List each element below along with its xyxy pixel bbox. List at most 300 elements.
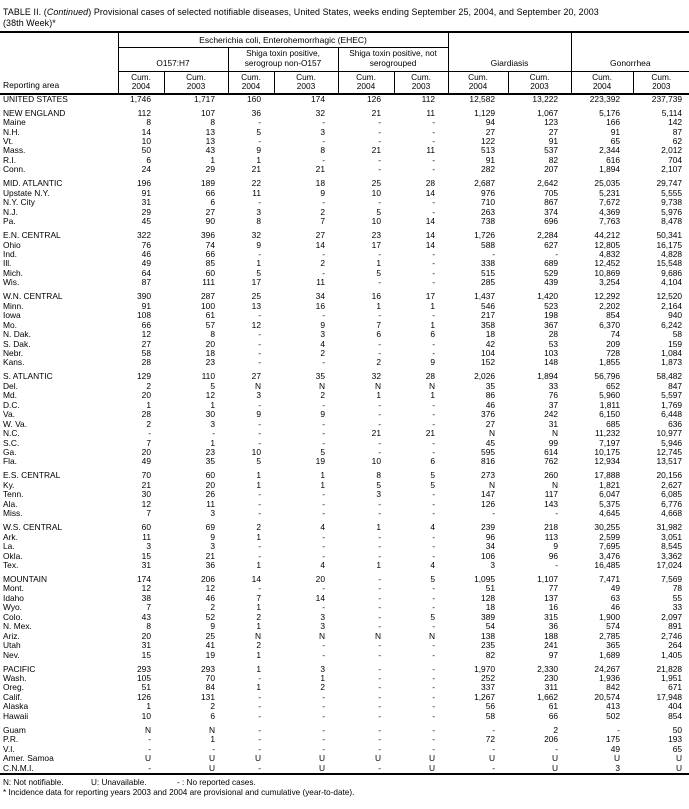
value-cell: 31 xyxy=(548,418,559,429)
value-cell: U xyxy=(613,753,621,764)
footnote-legend xyxy=(3,778,687,788)
value-cell: - xyxy=(432,583,436,594)
value-cell: - xyxy=(432,447,436,458)
value-cell: - xyxy=(258,428,261,439)
value-cell: - xyxy=(322,583,325,594)
value-cell: - xyxy=(432,437,436,448)
value-cell: N xyxy=(428,630,436,641)
value-cell: 546 xyxy=(481,300,496,311)
value-cell: 816 xyxy=(481,456,496,467)
value-cell: - xyxy=(322,498,325,509)
value-cell: 11 xyxy=(252,187,261,198)
value-cell: - xyxy=(322,550,325,561)
reporting-area-cell: Upstate N.Y. xyxy=(3,187,50,198)
value-cell: - xyxy=(378,338,381,349)
reporting-area-cell: Maine xyxy=(3,117,26,128)
value-cell: 10 xyxy=(141,710,151,721)
value-cell: 27 xyxy=(485,418,496,429)
value-cell: 148 xyxy=(544,357,559,368)
value-cell: 26 xyxy=(205,489,215,500)
reporting-area-cell: Okla. xyxy=(3,550,23,561)
value-cell: 66 xyxy=(205,187,215,198)
value-cell: 376 xyxy=(481,409,496,420)
value-cell: 29 xyxy=(141,206,151,217)
reporting-area-cell: Ga. xyxy=(3,447,17,458)
value-cell: - xyxy=(555,508,559,519)
value-cell: 29 xyxy=(205,164,215,175)
value-cell: 337 xyxy=(481,682,496,693)
table-row xyxy=(0,622,689,631)
reporting-area-cell: V.I. xyxy=(3,743,15,754)
value-cell: 1,067 xyxy=(537,107,559,118)
value-cell: 685 xyxy=(606,418,621,429)
value-cell: N xyxy=(551,479,559,490)
reporting-area-cell: Calif. xyxy=(3,691,23,702)
value-cell: 12 xyxy=(251,319,261,330)
value-cell: 87 xyxy=(141,277,151,288)
value-cell: 1,107 xyxy=(537,573,559,584)
value-cell: 1,951 xyxy=(661,673,683,683)
value-cell: 17,888 xyxy=(594,470,621,481)
value-cell: 90 xyxy=(205,216,215,227)
value-cell: 104 xyxy=(481,348,496,358)
reporting-area-cell: Conn. xyxy=(3,164,26,175)
value-cell: 46 xyxy=(610,602,621,613)
reporting-area-cell: Pa. xyxy=(3,216,16,227)
value-cell: 23 xyxy=(205,447,215,458)
value-cell: 1 xyxy=(376,522,381,533)
value-cell: - xyxy=(258,498,261,509)
value-cell: 10 xyxy=(251,447,261,458)
value-cell: 16 xyxy=(315,300,325,311)
value-cell: 33 xyxy=(672,602,683,613)
table-row xyxy=(0,165,689,174)
value-cell: 502 xyxy=(606,710,621,721)
value-cell: - xyxy=(378,531,381,542)
value-cell: 126 xyxy=(481,498,496,509)
value-cell: - xyxy=(378,592,381,603)
value-cell: 1,769 xyxy=(661,399,683,410)
table-row xyxy=(0,561,689,570)
value-cell: N xyxy=(428,380,436,391)
reporting-area-cell: Idaho xyxy=(3,592,24,603)
value-cell: 218 xyxy=(544,522,559,533)
table-row xyxy=(0,712,689,721)
value-cell: 5 xyxy=(376,267,381,278)
value-cell: 9 xyxy=(430,357,436,368)
value-cell: 126 xyxy=(137,691,151,702)
table-row xyxy=(0,189,689,198)
value-cell: - xyxy=(378,418,381,429)
value-cell: 100 xyxy=(201,300,215,311)
value-cell: 8 xyxy=(256,216,261,227)
value-cell: - xyxy=(432,701,436,712)
reporting-area-cell: MID. ATLANTIC xyxy=(3,178,63,189)
value-cell: U xyxy=(428,753,436,764)
value-cell: 196 xyxy=(137,178,151,189)
value-cell: - xyxy=(322,117,325,128)
value-cell: 27 xyxy=(205,206,215,217)
value-cell: 5 xyxy=(430,611,436,622)
table-row xyxy=(0,410,689,419)
value-cell: 10 xyxy=(371,187,381,198)
value-cell: - xyxy=(322,734,325,745)
value-cell: 4,369 xyxy=(599,206,621,217)
value-cell: 7 xyxy=(320,216,325,227)
value-cell: - xyxy=(378,691,381,702)
value-cell: 29,747 xyxy=(656,178,683,189)
table-row xyxy=(0,94,689,104)
value-cell: 2,097 xyxy=(661,611,683,622)
table-row xyxy=(0,227,689,241)
value-cell: 17 xyxy=(371,239,381,250)
value-cell: - xyxy=(432,592,436,603)
value-cell: 111 xyxy=(202,277,215,288)
value-cell: 23 xyxy=(371,230,381,241)
value-cell: 7 xyxy=(376,319,381,330)
table-row xyxy=(0,509,689,518)
reporting-area-cell: Ohio xyxy=(3,239,21,250)
value-cell: 1,420 xyxy=(537,291,559,302)
value-cell: 3 xyxy=(256,390,261,401)
value-cell: 537 xyxy=(544,145,559,156)
value-cell: - xyxy=(258,117,261,128)
value-cell: - xyxy=(322,248,325,259)
value-cell: - xyxy=(322,197,325,208)
value-cell: 4,668 xyxy=(661,508,683,519)
value-cell: 891 xyxy=(668,621,683,632)
value-cell: 523 xyxy=(544,300,559,311)
value-cell: 4 xyxy=(320,560,325,571)
value-cell: 123 xyxy=(544,117,559,128)
value-cell: 53 xyxy=(548,338,559,349)
value-cell: 17 xyxy=(251,277,261,288)
value-cell: 5,231 xyxy=(599,187,621,198)
value-cell: - xyxy=(258,550,261,561)
value-cell: - xyxy=(322,743,325,754)
value-cell: 14 xyxy=(251,573,261,584)
value-cell: 16 xyxy=(371,291,381,302)
reporting-area-cell: Fla. xyxy=(3,456,17,467)
value-cell: 12,582 xyxy=(469,93,496,104)
value-cell: - xyxy=(322,357,325,368)
value-cell: 152 xyxy=(481,357,496,368)
value-cell: 27 xyxy=(141,338,151,349)
value-cell: - xyxy=(258,135,261,146)
value-cell: 6,370 xyxy=(599,319,621,330)
value-cell: 44,212 xyxy=(594,230,621,241)
value-cell: 28 xyxy=(425,178,436,189)
value-cell: - xyxy=(258,508,261,519)
value-cell: 8,545 xyxy=(661,541,683,552)
value-cell: 3 xyxy=(320,611,325,622)
value-cell: - xyxy=(378,611,381,622)
value-cell: 78 xyxy=(672,583,683,594)
value-cell: N xyxy=(488,428,496,439)
value-cell: 8 xyxy=(210,329,215,340)
value-cell: 2,107 xyxy=(661,164,683,175)
value-cell: 52 xyxy=(205,611,215,622)
value-cell: 58 xyxy=(485,710,496,721)
reporting-area-cell: Wyo. xyxy=(3,602,23,613)
value-cell: 2 xyxy=(210,701,215,712)
reporting-area-cell: E.N. CENTRAL xyxy=(3,230,61,241)
value-cell: 142 xyxy=(668,117,683,128)
value-cell: 2,642 xyxy=(537,178,559,189)
value-cell: 20,156 xyxy=(656,470,683,481)
value-cell: 2,627 xyxy=(661,479,683,490)
table-row xyxy=(0,208,689,217)
value-cell: 1 xyxy=(320,479,325,490)
value-cell: U xyxy=(488,753,496,764)
value-cell: 10,977 xyxy=(656,428,683,439)
value-cell: 14 xyxy=(315,239,325,250)
value-cell: 10 xyxy=(371,456,381,467)
value-cell: 5,114 xyxy=(661,107,683,118)
value-cell: 16,485 xyxy=(594,560,621,571)
table-row xyxy=(0,259,689,268)
value-cell: - xyxy=(378,348,381,358)
value-cell: 1,873 xyxy=(661,357,683,368)
value-cell: 867 xyxy=(544,197,559,208)
table-row xyxy=(0,175,689,189)
value-cell: - xyxy=(322,437,325,448)
value-cell: 193 xyxy=(668,734,683,745)
reporting-area-cell: Miss. xyxy=(3,508,23,519)
value-cell: 3 xyxy=(376,489,381,500)
value-cell: 847 xyxy=(668,380,683,391)
value-cell: 1 xyxy=(256,602,261,613)
value-cell: 122 xyxy=(481,135,496,146)
value-cell: 1,855 xyxy=(599,357,621,368)
value-cell: U xyxy=(374,753,381,764)
value-cell: 3,362 xyxy=(661,550,683,561)
table-row xyxy=(0,439,689,448)
value-cell: 11 xyxy=(426,145,436,156)
value-cell: 322 xyxy=(137,230,151,241)
table-row xyxy=(0,330,689,339)
value-cell: - xyxy=(378,248,381,259)
value-cell: 2 xyxy=(210,602,215,613)
value-cell: 189 xyxy=(201,178,215,189)
value-cell: - xyxy=(322,418,325,429)
value-cell: - xyxy=(148,734,151,745)
value-cell: 13 xyxy=(205,135,215,146)
value-cell: 174 xyxy=(311,93,325,104)
value-cell: - xyxy=(258,583,261,594)
table-row xyxy=(0,288,689,302)
col-header-giardiasis-2004: Cum. 2004 xyxy=(448,72,508,94)
value-cell: - xyxy=(258,489,261,500)
value-cell: 11 xyxy=(206,498,215,509)
value-cell: 87 xyxy=(672,126,683,137)
value-cell: N xyxy=(374,630,381,641)
value-cell: - xyxy=(432,258,436,269)
reporting-area-cell: Md. xyxy=(3,390,17,401)
value-cell: 14 xyxy=(141,126,151,137)
value-cell: 7,471 xyxy=(599,573,621,584)
value-cell: 1 xyxy=(256,479,261,490)
value-cell: 15 xyxy=(141,550,151,561)
value-cell: - xyxy=(322,691,325,702)
value-cell: 627 xyxy=(544,239,559,250)
value-cell: 6 xyxy=(146,154,151,165)
value-cell: - xyxy=(432,541,436,552)
value-cell: - xyxy=(378,724,381,735)
value-cell: 1 xyxy=(210,399,215,410)
table-row xyxy=(0,584,689,593)
value-cell: - xyxy=(378,583,381,594)
value-cell: - xyxy=(258,399,261,410)
value-cell: 252 xyxy=(481,673,496,683)
value-cell: 5 xyxy=(320,447,325,458)
value-cell: - xyxy=(322,710,325,721)
table-row xyxy=(0,693,689,702)
value-cell: 206 xyxy=(201,573,215,584)
value-cell: 91 xyxy=(141,187,151,198)
value-cell: 1,726 xyxy=(474,230,496,241)
title-continued: Continued xyxy=(46,7,89,17)
table-row xyxy=(0,302,689,311)
value-cell: - xyxy=(617,724,621,735)
value-cell: 671 xyxy=(668,682,683,693)
value-cell: 97 xyxy=(548,649,559,660)
value-cell: 728 xyxy=(606,348,621,358)
value-cell: 9 xyxy=(256,145,261,156)
value-cell: 7,672 xyxy=(599,197,621,208)
table-row xyxy=(0,594,689,603)
value-cell: - xyxy=(432,117,436,128)
table-row xyxy=(0,613,689,622)
value-cell: 529 xyxy=(544,267,559,278)
value-cell: 32 xyxy=(251,230,261,241)
value-cell: 230 xyxy=(544,673,559,683)
value-cell: 105 xyxy=(137,673,151,683)
value-cell: 3 xyxy=(256,206,261,217)
value-cell: 1,129 xyxy=(474,107,496,118)
value-cell: 4,104 xyxy=(661,277,683,288)
value-cell: 5 xyxy=(376,479,381,490)
reporting-area-cell: Tex. xyxy=(3,560,19,571)
value-cell: 574 xyxy=(606,621,621,632)
value-cell: 143 xyxy=(544,498,559,509)
col-header-o157-2004: Cum. 2004 xyxy=(118,72,164,94)
value-cell: - xyxy=(322,701,325,712)
value-cell: 5,597 xyxy=(661,390,683,401)
value-cell: 82 xyxy=(485,649,496,660)
value-cell: N xyxy=(144,724,151,735)
col-header-notsero-2003: Cum. 2003 xyxy=(394,72,448,94)
value-cell: 338 xyxy=(481,258,496,269)
value-cell: 65 xyxy=(610,135,621,146)
reporting-area-cell: Mich. xyxy=(3,267,24,278)
value-cell: 2 xyxy=(146,418,151,429)
value-cell: 55 xyxy=(672,592,683,603)
value-cell: 43 xyxy=(141,611,151,622)
value-cell: 20 xyxy=(205,479,215,490)
value-cell: 20,574 xyxy=(594,691,621,702)
value-cell: - xyxy=(148,743,151,754)
value-cell: 23 xyxy=(205,357,215,368)
reporting-area-cell: Colo. xyxy=(3,611,23,622)
value-cell: 25 xyxy=(205,630,215,641)
value-cell: 854 xyxy=(668,710,683,721)
value-cell: 45 xyxy=(485,437,496,448)
value-cell: 273 xyxy=(481,470,496,481)
value-cell: 15,548 xyxy=(656,258,683,269)
value-cell: 7,763 xyxy=(599,216,621,227)
value-cell: - xyxy=(378,154,381,165)
value-cell: 3 xyxy=(210,508,215,519)
value-cell: - xyxy=(378,409,381,420)
value-cell: - xyxy=(258,743,261,754)
value-cell: 91 xyxy=(610,126,621,137)
value-cell: 1,900 xyxy=(599,611,621,622)
table-row xyxy=(0,137,689,146)
value-cell: 287 xyxy=(201,291,215,302)
value-cell: 1,437 xyxy=(474,291,496,302)
value-cell: 4 xyxy=(320,522,325,533)
value-cell: 1 xyxy=(256,649,261,660)
value-cell: - xyxy=(378,508,381,519)
reporting-area-cell: Wis. xyxy=(3,277,20,288)
value-cell: 112 xyxy=(137,107,151,118)
col-header-gonorrhea-2003: Cum. 2003 xyxy=(633,72,689,94)
value-cell: 34 xyxy=(315,291,325,302)
value-cell: 25,035 xyxy=(594,178,621,189)
value-cell: - xyxy=(432,348,436,358)
value-cell: 64 xyxy=(141,267,151,278)
gonorrhea-group-header: Gonorrhea xyxy=(571,32,689,71)
value-cell: 705 xyxy=(544,187,559,198)
value-cell: 60 xyxy=(141,522,151,533)
value-cell: - xyxy=(378,743,381,754)
value-cell: - xyxy=(258,197,261,208)
value-cell: 18 xyxy=(205,348,215,358)
value-cell: - xyxy=(432,691,436,702)
value-cell: 762 xyxy=(544,456,559,467)
value-cell: 4,828 xyxy=(661,248,683,259)
value-cell: 5 xyxy=(256,126,261,137)
value-cell: 12 xyxy=(141,498,151,509)
value-cell: - xyxy=(555,560,559,571)
footnote-no-reported-cases: - : No reported cases. xyxy=(177,778,256,788)
table-row xyxy=(0,500,689,509)
value-cell: 20 xyxy=(141,630,151,641)
reporting-area-cell: W.S. CENTRAL xyxy=(3,522,63,533)
value-cell: 21 xyxy=(205,550,215,561)
value-cell: 128 xyxy=(481,592,496,603)
value-cell: 27 xyxy=(251,371,261,382)
value-cell: 389 xyxy=(481,611,496,622)
reporting-area-cell: P.R. xyxy=(3,734,19,745)
value-cell: U xyxy=(428,762,436,773)
value-cell: - xyxy=(258,710,261,721)
value-cell: - xyxy=(212,743,215,754)
value-cell: 106 xyxy=(481,550,496,561)
value-cell: - xyxy=(258,310,261,321)
value-cell: 3,254 xyxy=(599,277,621,288)
value-cell: 282 xyxy=(481,164,496,175)
value-cell: 17 xyxy=(425,291,436,302)
table-row xyxy=(0,340,689,349)
value-cell: - xyxy=(322,310,325,321)
value-cell: - xyxy=(378,117,381,128)
value-cell: 3 xyxy=(210,541,215,552)
value-cell: 131 xyxy=(201,691,215,702)
value-cell: 9 xyxy=(210,531,215,542)
value-cell: 62 xyxy=(672,135,683,146)
